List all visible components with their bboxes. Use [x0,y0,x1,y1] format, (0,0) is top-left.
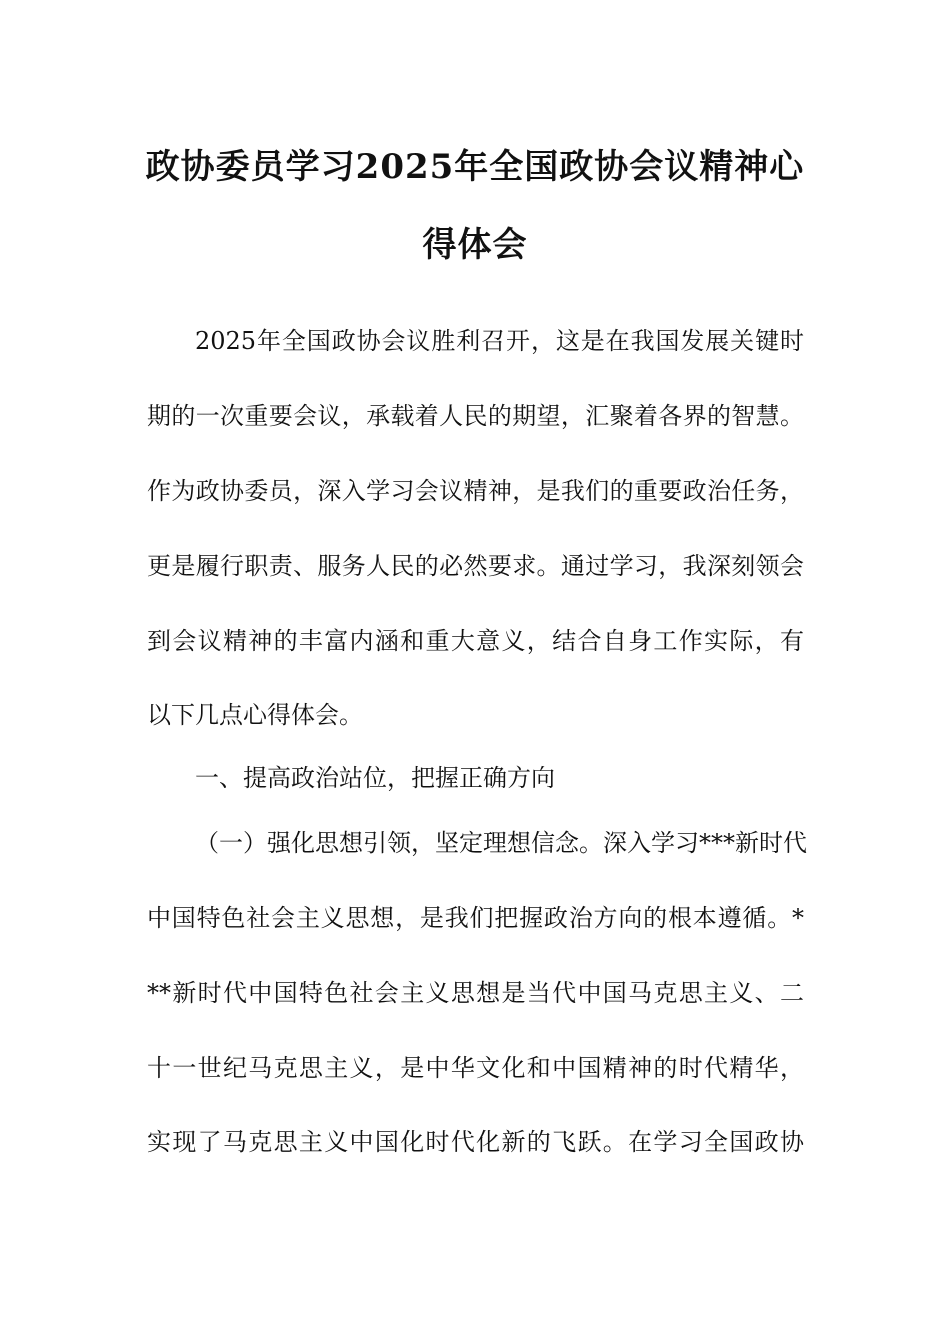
paragraph-line: （一）强化思想引领，坚定理想信念。深入学习***新时代 [195,829,807,857]
paragraph-line: **新时代中国特色社会主义思想是当代中国马克思主义、二 [147,979,804,1007]
paragraph-line: 2025年全国政协会议胜利召开，这是在我国发展关键时 [195,327,804,355]
paragraph-line: 期的一次重要会议，承载着人民的期望，汇聚着各界的智慧。 [147,402,804,430]
document-title-line-1: 政协委员学习2025年全国政协会议精神心 [145,147,805,187]
paragraph-line: 十一世纪马克思主义，是中华文化和中国精神的时代精华， [147,1054,804,1082]
paragraph-line: 实现了马克思主义中国化时代化新的飞跃。在学习全国政协 [147,1128,804,1156]
section-heading: 一、提高政治站位，把握正确方向 [195,764,555,792]
document-title-line-2: 得体会 [422,225,528,265]
paragraph-line: 以下几点心得体会。 [147,701,363,729]
paragraph-line: 到会议精神的丰富内涵和重大意义，结合自身工作实际，有 [147,627,804,655]
paragraph-line: 作为政协委员，深入学习会议精神，是我们的重要政治任务， [147,477,804,505]
paragraph-line: 中国特色社会主义思想，是我们把握政治方向的根本遵循。* [147,904,804,932]
paragraph-line: 更是履行职责、服务人民的必然要求。通过学习，我深刻领会 [147,552,804,580]
